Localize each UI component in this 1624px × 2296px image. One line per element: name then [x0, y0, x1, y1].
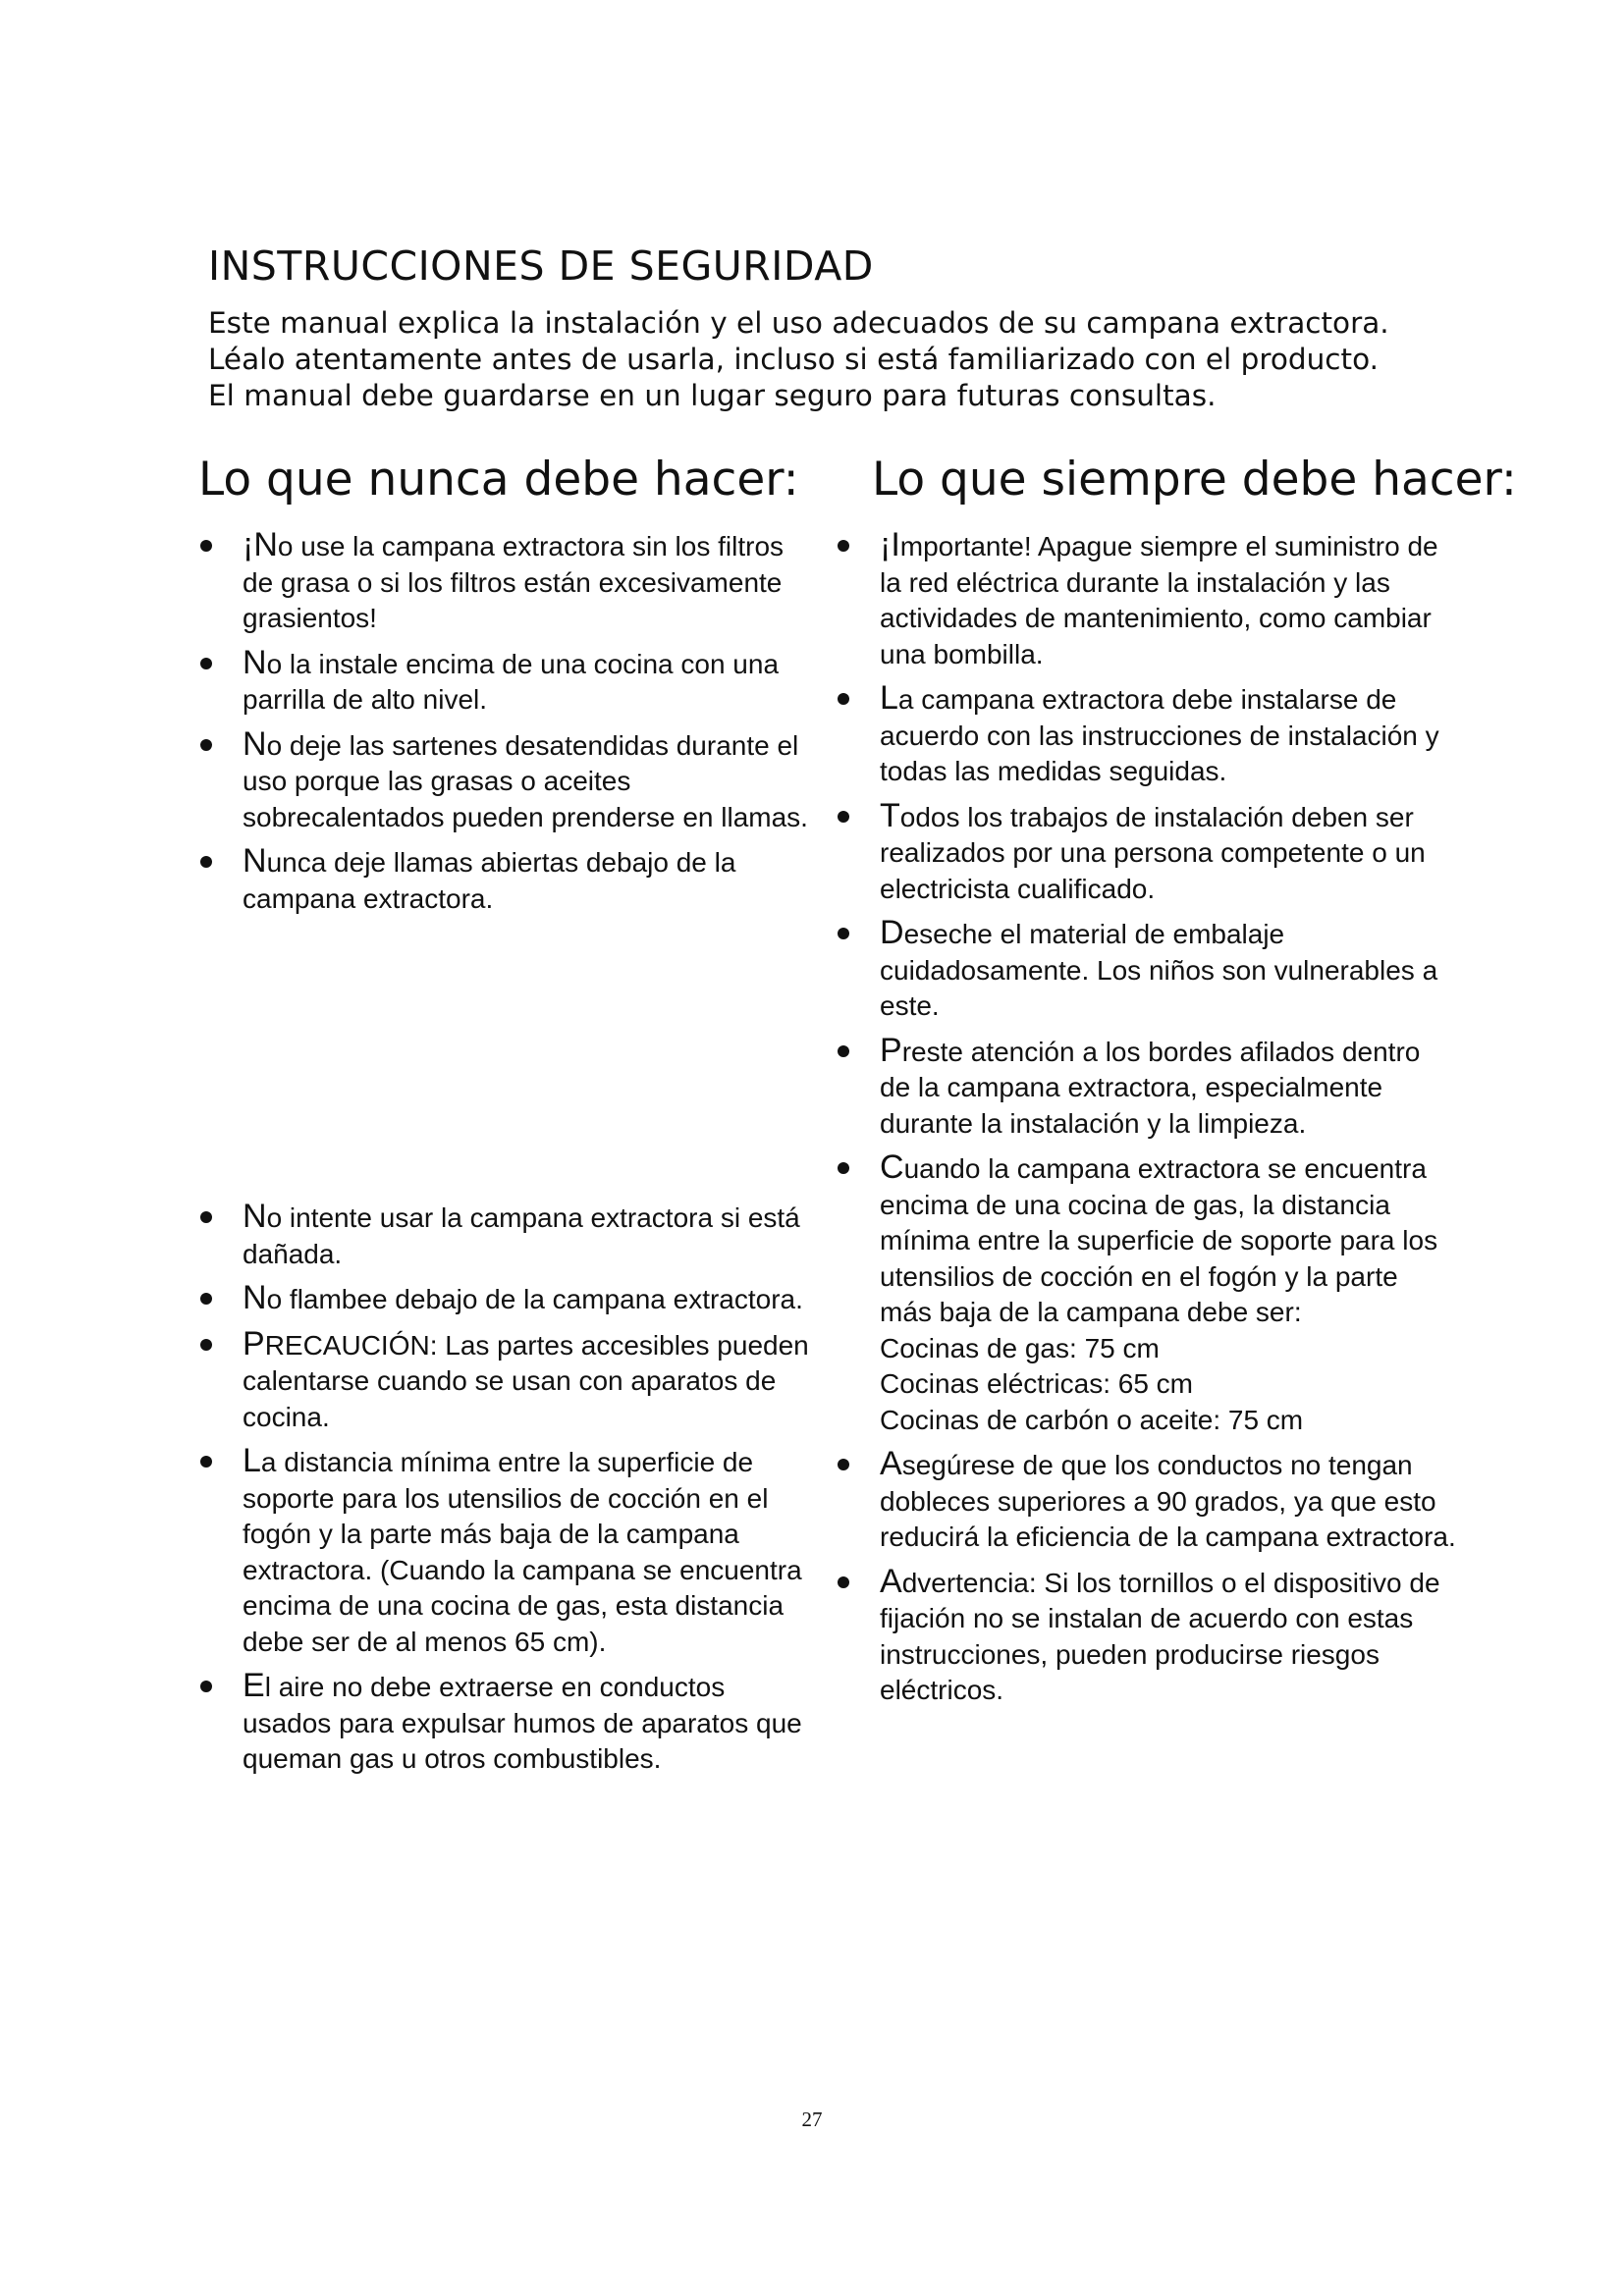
list-item [200, 843, 809, 917]
initial-letter: N [243, 1279, 267, 1316]
initial-letter: A [880, 1445, 902, 1482]
intro-line: El manual debe guardarse en un lugar seguro para futuras consultas. [208, 379, 1217, 412]
bullet-icon [200, 1293, 212, 1305]
intro-line: Léalo atentamente antes de usarla, incluso si está familiarizado con el producto. [208, 343, 1379, 376]
page-number: 27 [801, 2108, 823, 2131]
initial-letter: ¡N [243, 526, 278, 563]
initial-letter: N [243, 1198, 267, 1235]
item-text: a campana extractora debe instalarse de acuerdo con las instrucciones de instalación y todas las medidas seguidas. [880, 684, 1439, 786]
bullet-icon [200, 1211, 212, 1223]
initial-letter: D [880, 914, 904, 951]
bullet-icon [838, 1162, 849, 1174]
initial-letter: N [243, 842, 267, 880]
bullet-icon [838, 1459, 849, 1470]
list-item [200, 1668, 809, 1778]
never-list-bottom [200, 1199, 809, 1786]
item-text: segúrese de que los conductos no tengan dobleces superiores a 90 grados, ya que esto reducirá la eficiencia de la campana extractora. [880, 1450, 1456, 1552]
bullet-icon [200, 540, 212, 552]
item-text: mportante! Apague siempre el suministro de la red eléctrica durante la instalación y las actividades de mantenimiento, como cambiar una bombilla. [880, 531, 1438, 669]
list-item [838, 1446, 1456, 1556]
distance-line-gas: Cocinas de gas: 75 cm [880, 1332, 1160, 1363]
item-text: o la instale encima de una cocina con una parrilla de alto nivel. [243, 648, 780, 715]
never-heading: Lo que nunca debe hacer: [198, 453, 799, 507]
initial-letter: C [880, 1148, 904, 1186]
initial-letter: E [243, 1667, 265, 1704]
item-text: l aire no debe extraerse en conductos usados para expulsar humos de aparatos que queman gas u otros combustibles. [243, 1672, 802, 1774]
item-text: unca deje llamas abiertas debajo de la campana extractora. [243, 847, 736, 914]
list-item [200, 527, 809, 637]
list-item [838, 527, 1456, 672]
never-list-top [200, 527, 809, 925]
list-item [838, 680, 1456, 790]
bullet-icon [838, 928, 849, 939]
initial-letter: P [243, 1324, 265, 1362]
bullet-icon [200, 739, 212, 751]
always-list [838, 527, 1456, 1717]
item-text: eseche el material de embalaje cuidadosamente. Los niños son vulnerables a este. [880, 919, 1438, 1021]
list-item [838, 1564, 1456, 1709]
bullet-icon [200, 658, 212, 669]
list-item [200, 1280, 809, 1318]
bullet-icon [838, 1576, 849, 1588]
bullet-icon [838, 811, 849, 823]
always-heading: Lo que siempre debe hacer: [872, 453, 1517, 507]
list-item [200, 1443, 809, 1660]
item-text: reste atención a los bordes afilados dentro de la campana extractora, especialmente durante la instalación y la limpieza. [880, 1036, 1421, 1139]
list-item [838, 798, 1456, 908]
item-text: dvertencia: Si los tornillos o el dispositivo de fijación no se instalan de acuerdo con estas instrucciones, pueden producirse riesgos eléctricos. [880, 1567, 1440, 1705]
list-item [838, 1149, 1456, 1438]
item-text: odos los trabajos de instalación deben ser realizados por una persona competente o un electricista cualificado. [880, 801, 1426, 904]
intro-line: Este manual explica la instalación y el uso adecuados de su campana extractora. [208, 306, 1389, 340]
list-item [200, 726, 809, 836]
list-item [200, 1326, 809, 1436]
initial-letter: T [880, 796, 900, 834]
item-text: o flambee debajo de la campana extractora. [266, 1284, 803, 1314]
initial-letter: ¡I [880, 526, 900, 563]
initial-letter: L [880, 679, 898, 717]
initial-letter: A [880, 1562, 902, 1600]
bullet-icon [200, 1339, 212, 1351]
item-text: uando la campana extractora se encuentra encima de una cocina de gas, la distancia mínima entre la superficie de soporte para los utensilios de cocción en el fogón y la parte más baja de la campana debe ser: [880, 1153, 1438, 1327]
initial-letter: P [880, 1031, 902, 1069]
item-text: RECAUCIÓN: Las partes accesibles pueden calentarse cuando se usan con aparatos de cocina. [243, 1329, 809, 1432]
initial-letter: N [243, 643, 267, 681]
item-text: o use la campana extractora sin los filtros de grasa o si los filtros están excesivamente grasientos! [243, 531, 785, 633]
list-item [838, 1033, 1456, 1143]
item-text: a distancia mínima entre la superficie de soporte para los utensilios de cocción en el fogón y la parte más baja de la campana extractora. (Cuando la campana se encuentra encima de una cocina de gas, esta distancia debe ser de al menos 65 cm). [243, 1447, 802, 1657]
intro-paragraph [208, 305, 1389, 414]
list-item [838, 915, 1456, 1025]
initial-letter: N [243, 724, 267, 763]
list-item [200, 1199, 809, 1272]
initial-letter: L [243, 1442, 261, 1479]
list-item [200, 645, 809, 719]
distance-line-coal-oil: Cocinas de carbón o aceite: 75 cm [880, 1404, 1304, 1435]
distance-line-electric: Cocinas eléctricas: 65 cm [880, 1368, 1194, 1399]
page-title: INSTRUCCIONES DE SEGURIDAD [208, 242, 874, 290]
bullet-icon [200, 1681, 212, 1692]
item-text: o intente usar la campana extractora si está dañada. [243, 1202, 800, 1269]
bullet-icon [838, 540, 849, 552]
item-text: o deje las sartenes desatendidas durante el uso porque las grasas o aceites sobrecalentados pueden prenderse en llamas. [243, 729, 808, 832]
bullet-icon [200, 1456, 212, 1468]
bullet-icon [838, 1045, 849, 1057]
bullet-icon [838, 693, 849, 705]
bullet-icon [200, 856, 212, 868]
